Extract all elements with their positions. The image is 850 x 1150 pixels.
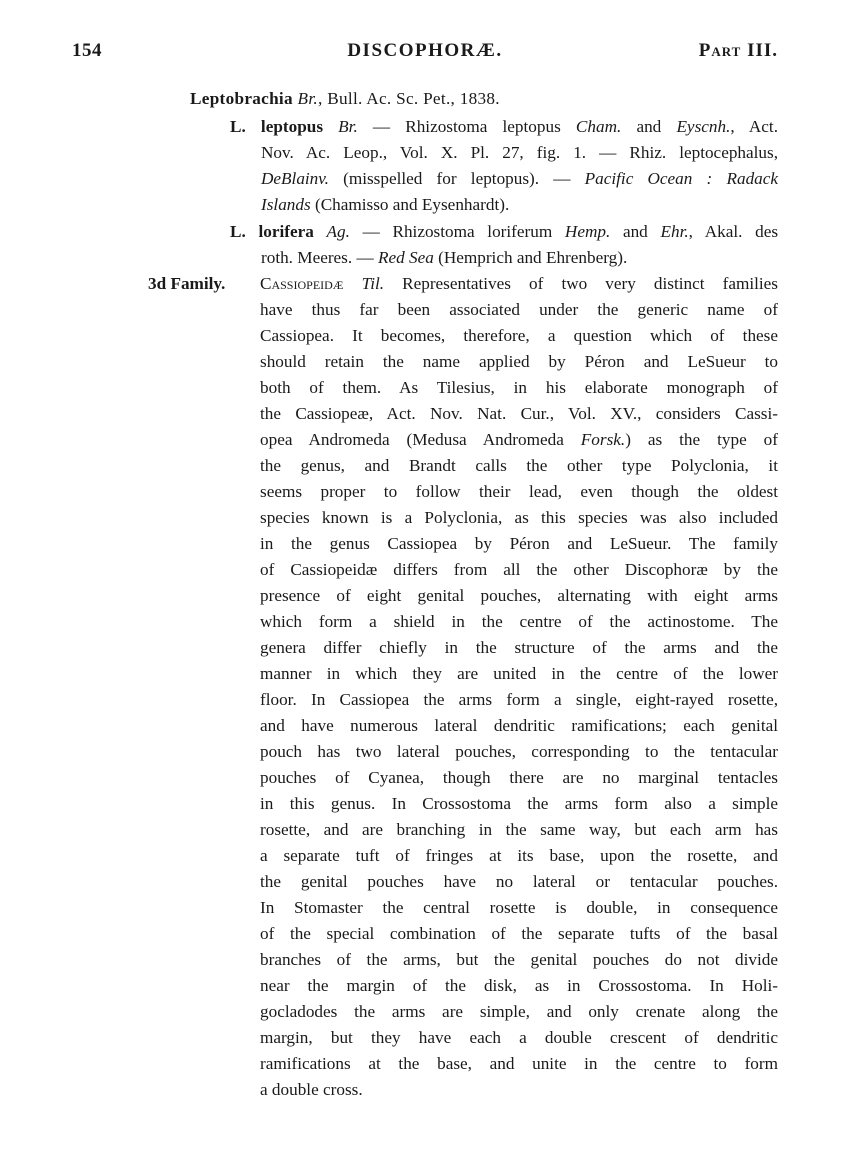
genus-entry: [190, 87, 790, 111]
running-title: DISCOPHORÆ.: [347, 40, 503, 61]
body-line: both of them. As Tilesius, in his elaborate monograph of: [260, 378, 778, 397]
family-name: Cassiopeidæ: [260, 274, 344, 293]
body-line: should retain the name applied by Péron and LeSueur to: [260, 352, 778, 371]
body-line: the genus, and Brandt calls the other type Polyclonia, it: [260, 456, 778, 475]
species-authority: Br.: [338, 117, 358, 136]
species-line: L. leptopus Br. — Rhizostoma leptopus Cham. and Eyscnh., Act.: [230, 117, 778, 136]
body-line: manner in which they are united in the centre of the lower: [260, 664, 778, 683]
locality: Pacific Ocean : Radack: [584, 169, 779, 188]
body-line: rosette, and are branching in the same way, but each arm has: [260, 820, 778, 839]
body-line: the genital pouches have no lateral or tentacular pouches.: [260, 872, 778, 891]
species-line: DeBlainv. (misspelled for leptopus). — Pacific Ocean : Radack: [261, 169, 779, 188]
body-line: and have numerous lateral dendritic ramifications; each genital: [260, 716, 778, 735]
body-line: gocladodes the arms are simple, and only crenate along the: [260, 1002, 778, 1021]
body-line: a double cross.: [260, 1080, 363, 1099]
species-authority: Ag.: [326, 222, 350, 241]
body-line: near the margin of the disk, as in Crossostoma. In Holi-: [260, 976, 778, 995]
body-line: of the special combination of the separate tufts of the basal: [260, 924, 778, 943]
species-line: L. lorifera Ag. — Rhizostoma loriferum Hemp. and Ehr., Akal. des: [230, 222, 779, 241]
body-line: pouch has two lateral pouches, corresponding to the tentacular: [260, 742, 778, 761]
body-line: species known is a Polyclonia, as this species was also included: [260, 508, 778, 527]
body-line: In Stomaster the central rosette is double, in consequence: [260, 898, 778, 917]
page-number: 154: [72, 40, 102, 61]
body-line: the Cassiopeæ, Act. Nov. Nat. Cur., Vol. XV., considers Cassi-: [260, 404, 778, 423]
body-line: presence of eight genital pouches, alternating with eight arms: [260, 586, 778, 605]
species-name: L. lorifera: [230, 222, 314, 241]
body-line: have thus far been associated under the generic name of: [260, 300, 778, 319]
body-line: a separate tuft of fringes at its base, upon the rosette, and: [260, 846, 778, 865]
body-line: floor. In Cassiopea the arms form a single, eight-rayed rosette,: [260, 690, 778, 709]
species-name: L. leptopus: [230, 117, 324, 136]
body-line: margin, but they have each a double crescent of dendritic: [260, 1028, 778, 1047]
species-line: Nov. Ac. Leop., Vol. X. Pl. 27, fig. 1. — Rhiz. leptocephalus,: [261, 143, 778, 162]
locality: Islands: [261, 195, 311, 214]
family-heading-line: Cassiopeidæ Til. Representatives of two very distinct families: [260, 274, 778, 293]
genus-name: Leptobrachia: [190, 89, 293, 108]
body-line: genera differ chiefly in the structure of the arms and the: [260, 638, 778, 657]
body-line: in this genus. In Crossostoma the arms form also a simple: [260, 794, 778, 813]
body-line: which form a shield in the centre of the actinostome. The: [260, 612, 778, 631]
body-line: branches of the arms, but the genital pouches do not divide: [260, 950, 778, 969]
body-line: Cassiopea. It becomes, therefore, a question which of these: [260, 326, 778, 345]
body-line: pouches of Cyanea, though there are no marginal tentacles: [260, 768, 778, 787]
species-line: Islands (Chamisso and Eysenhardt).: [261, 195, 510, 214]
body-line: of Cassiopeidæ differs from all the other Discophoræ by the: [260, 560, 778, 579]
body-line: seems proper to follow their lead, even though the oldest: [260, 482, 778, 501]
family-authority: Til.: [361, 274, 385, 293]
genus-reference: , Bull. Ac. Sc. Pet., 1838.: [318, 89, 500, 108]
locality: Red Sea: [377, 248, 434, 267]
family-label: 3d Family.: [148, 274, 226, 293]
species-line: roth. Meeres. — Red Sea (Hemprich and Ehrenberg).: [261, 248, 628, 267]
genus-authority: Br.: [297, 89, 319, 108]
part-label: Part III.: [698, 40, 778, 61]
body-line: ramifications at the base, and unite in the centre to form: [260, 1054, 778, 1073]
body-line: in the genus Cassiopea by Péron and LeSueur. The family: [260, 534, 778, 553]
body-line: opea Andromeda (Medusa Andromeda Forsk.) as the type of: [260, 430, 778, 449]
